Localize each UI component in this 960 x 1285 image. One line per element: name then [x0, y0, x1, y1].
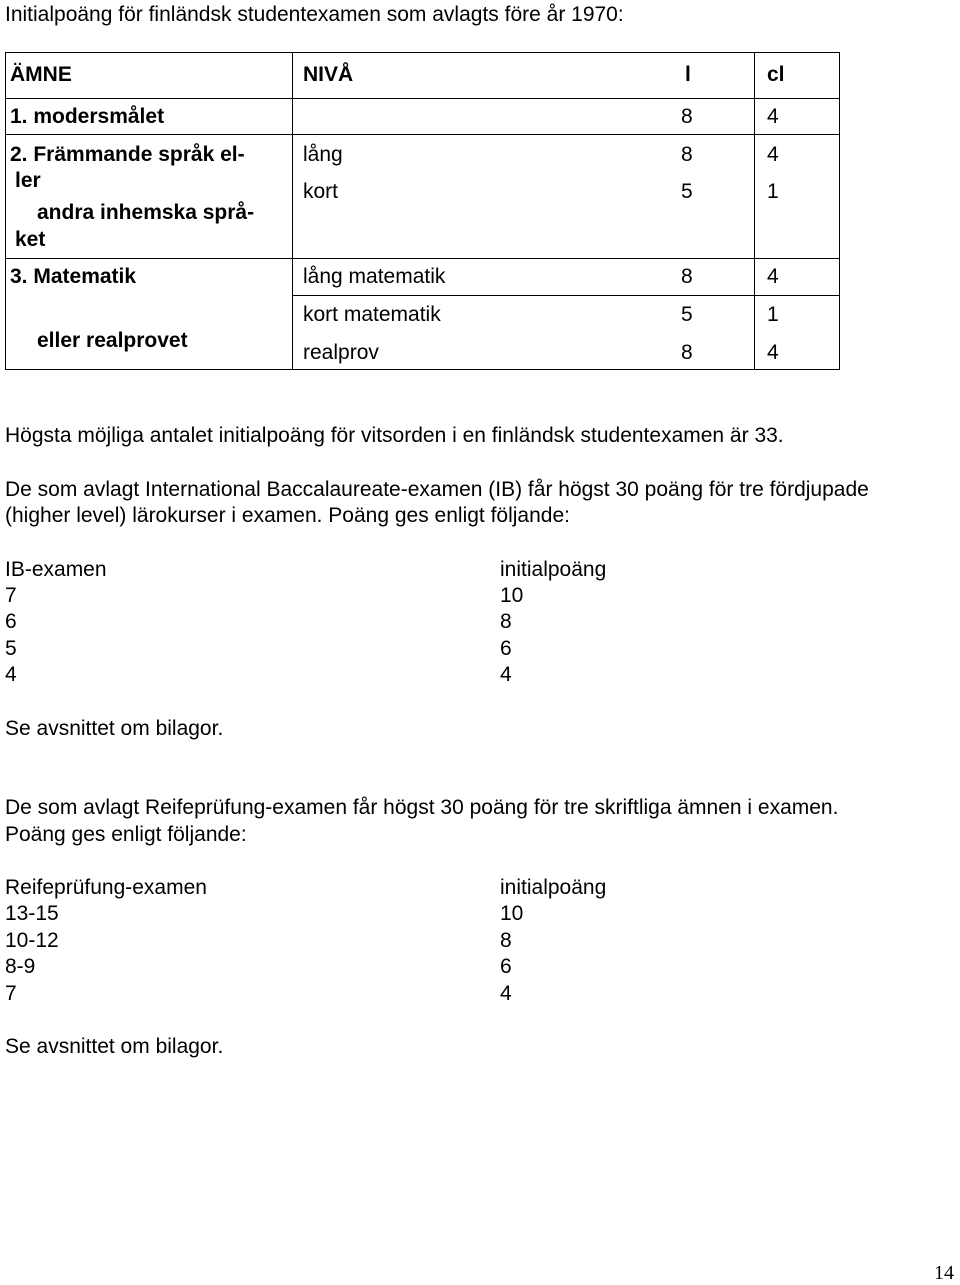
reife-grade: 8-9 — [5, 955, 36, 978]
subject-mother-tongue: 1. modersmålet — [10, 105, 165, 128]
value-l: 5 — [681, 180, 693, 203]
subject-real-exam: eller realprovet — [37, 329, 188, 352]
value-l: 8 — [681, 143, 693, 166]
reife-points: 4 — [500, 982, 512, 1005]
value-l: 8 — [681, 105, 693, 128]
paragraph-ib-line: (higher level) lärokurser i examen. Poäng ges enligt följande: — [5, 504, 570, 527]
ib-points: 6 — [500, 637, 512, 660]
ib-col-exam: IB-examen — [5, 558, 107, 581]
value-l: 8 — [681, 341, 693, 364]
reife-col-points: initialpoäng — [500, 876, 607, 899]
ib-points: 10 — [500, 584, 524, 607]
level-short-math: kort matematik — [303, 303, 441, 326]
level-long-math: lång matematik — [303, 265, 446, 288]
see-appendix-note: Se avsnittet om bilagor. — [5, 717, 224, 740]
reife-grade: 13-15 — [5, 902, 59, 925]
header-level: NIVÅ — [303, 63, 354, 86]
table-rule — [292, 295, 840, 296]
value-cl: 4 — [767, 265, 779, 288]
header-subject: ÄMNE — [10, 63, 72, 86]
table-rule — [5, 369, 840, 370]
header-l: l — [685, 63, 691, 86]
subject-foreign-language-line: andra inhemska språ- — [37, 201, 255, 224]
ib-grade: 6 — [5, 610, 17, 633]
header-cl: cl — [767, 63, 785, 86]
ib-grade: 5 — [5, 637, 17, 660]
reife-grade: 10-12 — [5, 929, 59, 952]
table-rule — [292, 52, 293, 370]
paragraph-reife-line: Poäng ges enligt följande: — [5, 823, 247, 846]
value-cl: 4 — [767, 105, 779, 128]
level-real-exam: realprov — [303, 341, 379, 364]
table-rule — [5, 52, 6, 370]
reife-col-exam: Reifeprüfung-examen — [5, 876, 207, 899]
table-rule — [5, 134, 840, 135]
paragraph-max-points: Högsta möjliga antalet initialpoäng för vitsorden i en finländsk studentexamen är 33. — [5, 424, 784, 447]
grade-table — [5, 52, 840, 370]
value-cl: 1 — [767, 180, 779, 203]
value-l: 5 — [681, 303, 693, 326]
table-rule — [5, 52, 840, 53]
ib-points: 8 — [500, 610, 512, 633]
table-rule — [754, 52, 755, 370]
subject-foreign-language-line: 2. Främmande språk el- — [10, 143, 245, 166]
reife-points: 8 — [500, 929, 512, 952]
level-long: lång — [303, 143, 343, 166]
table-rule — [5, 258, 840, 259]
table-rule — [839, 52, 840, 370]
ib-col-points: initialpoäng — [500, 558, 607, 581]
paragraph-ib-line: De som avlagt International Baccalaureate-examen (IB) får högst 30 poäng för tre fördjupade — [5, 478, 869, 501]
paragraph-reife-line: De som avlagt Reifeprüfung-examen får högst 30 poäng för tre skriftliga ämnen i examen. — [5, 796, 839, 819]
reife-points: 10 — [500, 902, 524, 925]
ib-points: 4 — [500, 663, 512, 686]
level-short: kort — [303, 180, 339, 203]
document-heading: Initialpoäng för finländsk studentexamen som avlagts före år 1970: — [5, 3, 624, 26]
subject-foreign-language-line: ket — [15, 228, 46, 251]
reife-points: 6 — [500, 955, 512, 978]
page-number: 14 — [934, 1262, 954, 1284]
subject-mathematics: 3. Matematik — [10, 265, 137, 288]
value-cl: 4 — [767, 143, 779, 166]
ib-grade: 4 — [5, 663, 17, 686]
value-cl: 4 — [767, 341, 779, 364]
table-rule — [5, 98, 840, 99]
see-appendix-note: Se avsnittet om bilagor. — [5, 1035, 224, 1058]
reife-grade: 7 — [5, 982, 17, 1005]
ib-grade: 7 — [5, 584, 17, 607]
value-cl: 1 — [767, 303, 779, 326]
value-l: 8 — [681, 265, 693, 288]
subject-foreign-language-line: ler — [15, 169, 41, 192]
